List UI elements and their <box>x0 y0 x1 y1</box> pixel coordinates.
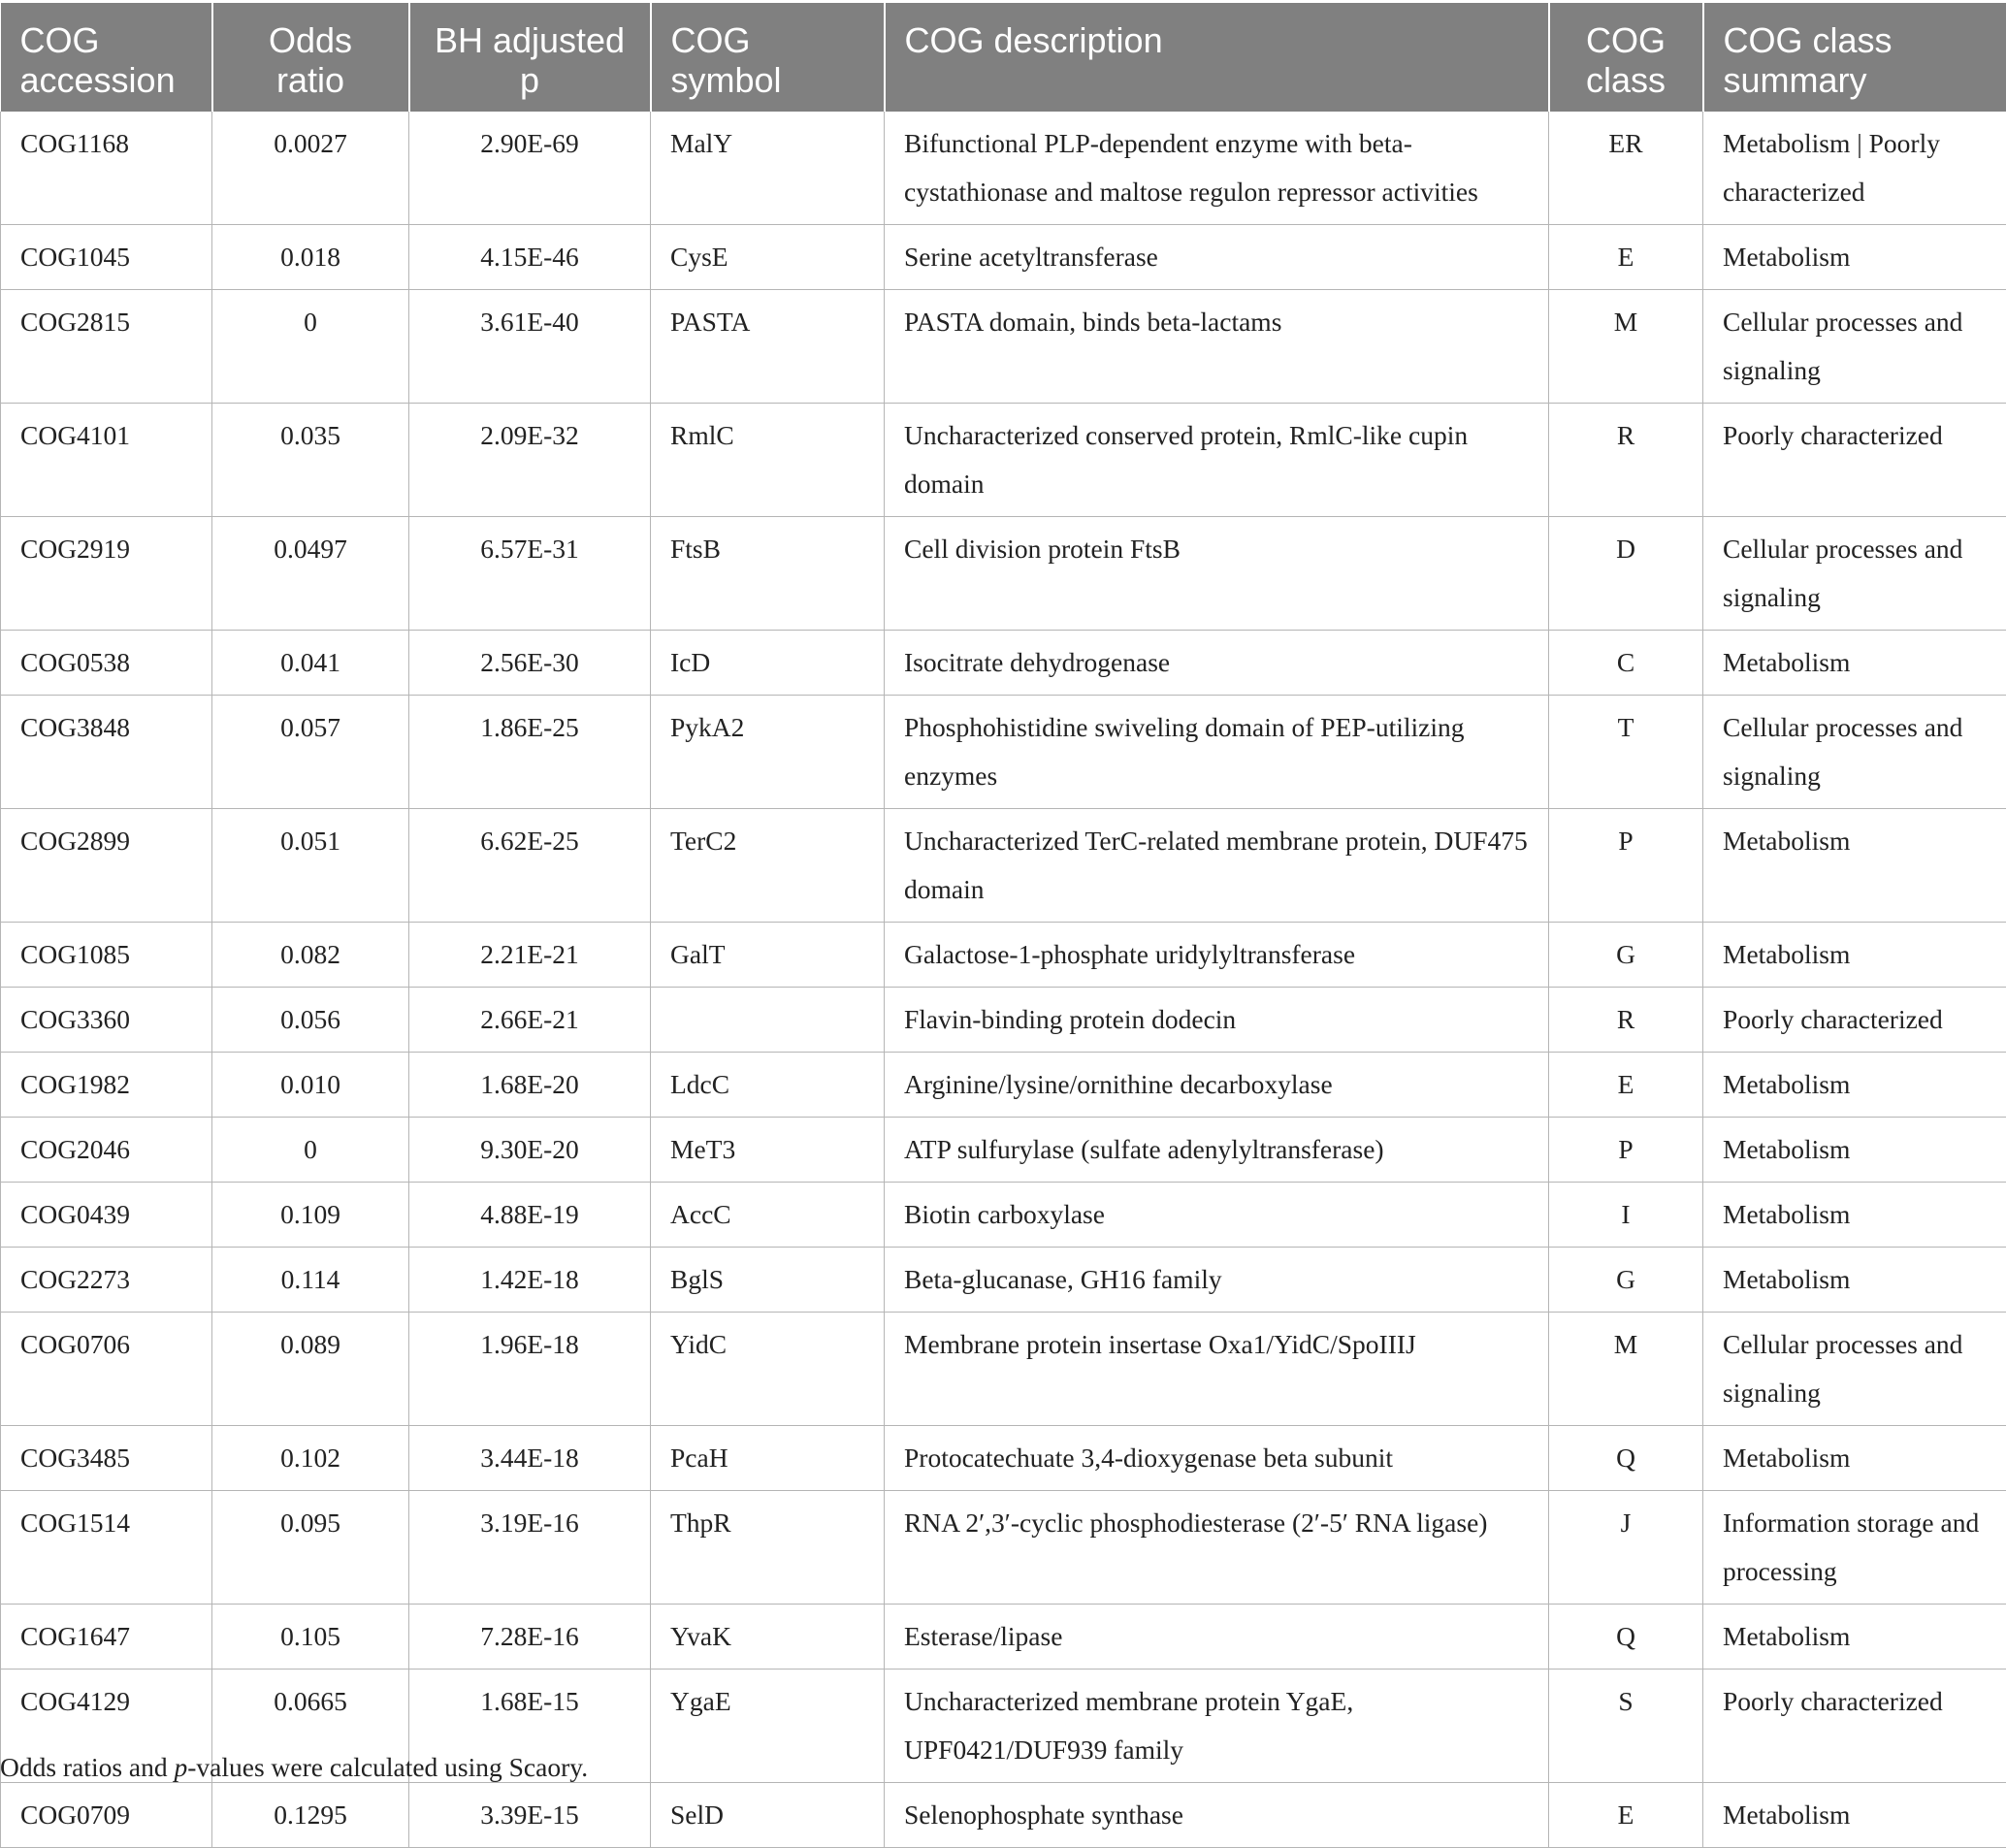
cell-cog-class-summary: Poorly characterized <box>1703 1670 2006 1783</box>
cell-cog-accession: COG0709 <box>1 1783 212 1848</box>
cell-bh-adjusted-p: 3.44E-18 <box>409 1426 651 1491</box>
cell-bh-adjusted-p: 6.62E-25 <box>409 809 651 923</box>
cell-cog-description: Selenophosphate synthase <box>885 1783 1549 1848</box>
cell-cog-class-summary: Metabolism <box>1703 631 2006 696</box>
cell-cog-symbol: IcD <box>651 631 885 696</box>
table-row <box>1 1053 2006 1118</box>
cell-cog-accession: COG1045 <box>1 225 212 290</box>
cell-cog-description: Uncharacterized conserved protein, RmlC-like cupin domain <box>885 404 1549 517</box>
table-row <box>1 1783 2006 1848</box>
cell-odds-ratio: 0.051 <box>212 809 409 923</box>
footnote-text-before: Odds ratios and <box>0 1752 175 1782</box>
cell-cog-symbol: PASTA <box>651 290 885 404</box>
cell-cog-class-summary: Metabolism <box>1703 1053 2006 1118</box>
cell-cog-accession: COG2046 <box>1 1118 212 1183</box>
header-cog-symbol: COG symbol <box>651 3 885 112</box>
cell-cog-class: C <box>1549 631 1703 696</box>
cell-cog-class: T <box>1549 696 1703 809</box>
cell-odds-ratio: 0.109 <box>212 1183 409 1248</box>
cell-cog-class: G <box>1549 923 1703 988</box>
cell-cog-class-summary: Metabolism <box>1703 1248 2006 1313</box>
cell-cog-class: S <box>1549 1670 1703 1783</box>
cell-odds-ratio: 0 <box>212 290 409 404</box>
cell-cog-class: I <box>1549 1183 1703 1248</box>
cog-table-container <box>0 3 2006 1848</box>
cell-bh-adjusted-p: 3.19E-16 <box>409 1491 651 1605</box>
cell-bh-adjusted-p: 1.42E-18 <box>409 1248 651 1313</box>
cell-cog-class: R <box>1549 988 1703 1053</box>
table-row <box>1 404 2006 517</box>
cell-bh-adjusted-p: 6.57E-31 <box>409 517 651 631</box>
cell-odds-ratio: 0.114 <box>212 1248 409 1313</box>
cell-cog-accession: COG0439 <box>1 1183 212 1248</box>
header-odds-ratio: Odds ratio <box>212 3 409 112</box>
cell-cog-description: Uncharacterized TerC-related membrane protein, DUF475 domain <box>885 809 1549 923</box>
cell-cog-class-summary: Poorly characterized <box>1703 404 2006 517</box>
table-row <box>1 1491 2006 1605</box>
cell-cog-class: E <box>1549 1783 1703 1848</box>
cell-cog-class-summary: Metabolism <box>1703 1183 2006 1248</box>
cell-cog-accession: COG1647 <box>1 1605 212 1670</box>
table-row <box>1 1118 2006 1183</box>
cell-cog-accession: COG1982 <box>1 1053 212 1118</box>
cell-cog-class-summary: Metabolism <box>1703 225 2006 290</box>
cell-cog-symbol: TerC2 <box>651 809 885 923</box>
cell-odds-ratio: 0.018 <box>212 225 409 290</box>
cell-cog-description: Flavin-binding protein dodecin <box>885 988 1549 1053</box>
cell-cog-accession: COG2815 <box>1 290 212 404</box>
cell-cog-symbol: BglS <box>651 1248 885 1313</box>
cell-odds-ratio: 0.010 <box>212 1053 409 1118</box>
header-row <box>1 3 2006 112</box>
footnote-text-after: -values were calculated using Scaory. <box>187 1752 588 1782</box>
cell-odds-ratio: 0.089 <box>212 1313 409 1426</box>
cell-cog-class-summary: Metabolism <box>1703 1118 2006 1183</box>
cell-cog-description: Cell division protein FtsB <box>885 517 1549 631</box>
cell-bh-adjusted-p: 1.68E-15 <box>409 1670 651 1783</box>
table-row <box>1 1248 2006 1313</box>
cell-bh-adjusted-p: 2.66E-21 <box>409 988 651 1053</box>
cell-cog-class: G <box>1549 1248 1703 1313</box>
cell-cog-description: Galactose-1-phosphate uridylyltransferase <box>885 923 1549 988</box>
header-cog-class-summary: COG class summary <box>1703 3 2006 112</box>
cell-cog-symbol <box>651 988 885 1053</box>
cell-odds-ratio: 0.105 <box>212 1605 409 1670</box>
table-row <box>1 112 2006 225</box>
cell-cog-symbol: RmlC <box>651 404 885 517</box>
table-row <box>1 290 2006 404</box>
cell-cog-accession: COG1168 <box>1 112 212 225</box>
cell-cog-accession: COG4129 <box>1 1670 212 1783</box>
cell-odds-ratio: 0.041 <box>212 631 409 696</box>
cell-odds-ratio: 0.102 <box>212 1426 409 1491</box>
table-row <box>1 1313 2006 1426</box>
cell-cog-description: Bifunctional PLP-dependent enzyme with beta-cystathionase and maltose regulon repressor activities <box>885 112 1549 225</box>
cell-cog-class: E <box>1549 225 1703 290</box>
cell-cog-symbol: ThpR <box>651 1491 885 1605</box>
header-cog-accession: COG accession <box>1 3 212 112</box>
cell-odds-ratio: 0.057 <box>212 696 409 809</box>
cell-cog-accession: COG2899 <box>1 809 212 923</box>
cell-odds-ratio: 0.056 <box>212 988 409 1053</box>
cell-bh-adjusted-p: 2.56E-30 <box>409 631 651 696</box>
table-row <box>1 1183 2006 1248</box>
cell-odds-ratio: 0.1295 <box>212 1783 409 1848</box>
cell-bh-adjusted-p: 1.96E-18 <box>409 1313 651 1426</box>
cell-cog-class: J <box>1549 1491 1703 1605</box>
cell-cog-accession: COG1514 <box>1 1491 212 1605</box>
cell-cog-symbol: PykA2 <box>651 696 885 809</box>
cell-cog-symbol: CysE <box>651 225 885 290</box>
cell-cog-symbol: YvaK <box>651 1605 885 1670</box>
cell-cog-description: Protocatechuate 3,4-dioxygenase beta subunit <box>885 1426 1549 1491</box>
cell-cog-accession: COG3848 <box>1 696 212 809</box>
table-row <box>1 517 2006 631</box>
cell-cog-symbol: FtsB <box>651 517 885 631</box>
cell-cog-description: Isocitrate dehydrogenase <box>885 631 1549 696</box>
cell-cog-class-summary: Metabolism <box>1703 809 2006 923</box>
table-row <box>1 631 2006 696</box>
table-row <box>1 923 2006 988</box>
cell-bh-adjusted-p: 7.28E-16 <box>409 1605 651 1670</box>
cell-cog-class: E <box>1549 1053 1703 1118</box>
header-cog-description: COG description <box>885 3 1549 112</box>
table-body <box>1 112 2006 1848</box>
cell-cog-symbol: MalY <box>651 112 885 225</box>
cell-cog-class-summary: Metabolism | Poorly characterized <box>1703 112 2006 225</box>
cell-odds-ratio: 0.095 <box>212 1491 409 1605</box>
cell-bh-adjusted-p: 1.86E-25 <box>409 696 651 809</box>
cell-cog-description: Serine acetyltransferase <box>885 225 1549 290</box>
cell-cog-symbol: LdcC <box>651 1053 885 1118</box>
cell-cog-description: Esterase/lipase <box>885 1605 1549 1670</box>
cell-bh-adjusted-p: 2.09E-32 <box>409 404 651 517</box>
table-row <box>1 1426 2006 1491</box>
footnote-p-italic: p <box>175 1752 188 1782</box>
cell-cog-class: R <box>1549 404 1703 517</box>
cell-cog-description: Membrane protein insertase Oxa1/YidC/SpoIIIJ <box>885 1313 1549 1426</box>
cell-cog-class-summary: Metabolism <box>1703 1426 2006 1491</box>
cell-cog-description: PASTA domain, binds beta-lactams <box>885 290 1549 404</box>
cell-cog-accession: COG4101 <box>1 404 212 517</box>
table-row <box>1 988 2006 1053</box>
cell-cog-class: Q <box>1549 1605 1703 1670</box>
cell-bh-adjusted-p: 4.15E-46 <box>409 225 651 290</box>
cell-cog-symbol: YidC <box>651 1313 885 1426</box>
cell-cog-class: M <box>1549 1313 1703 1426</box>
table-header <box>1 3 2006 112</box>
table-footnote <box>0 1751 588 1784</box>
cell-bh-adjusted-p: 3.61E-40 <box>409 290 651 404</box>
cell-cog-description: Arginine/lysine/ornithine decarboxylase <box>885 1053 1549 1118</box>
cell-cog-symbol: MeT3 <box>651 1118 885 1183</box>
cell-cog-class: P <box>1549 809 1703 923</box>
cell-cog-accession: COG0538 <box>1 631 212 696</box>
table-row <box>1 225 2006 290</box>
cell-cog-description: Phosphohistidine swiveling domain of PEP-utilizing enzymes <box>885 696 1549 809</box>
cell-odds-ratio: 0.0665 <box>212 1670 409 1783</box>
cog-enrichment-table <box>0 3 2006 1848</box>
cell-cog-symbol: YgaE <box>651 1670 885 1783</box>
cell-cog-class-summary: Cellular processes and signaling <box>1703 696 2006 809</box>
cell-cog-description: ATP sulfurylase (sulfate adenylyltransferase) <box>885 1118 1549 1183</box>
cell-cog-class-summary: Poorly characterized <box>1703 988 2006 1053</box>
cell-cog-class: P <box>1549 1118 1703 1183</box>
cell-bh-adjusted-p: 1.68E-20 <box>409 1053 651 1118</box>
header-cog-class: COG class <box>1549 3 1703 112</box>
table-row <box>1 1605 2006 1670</box>
cell-cog-class-summary: Cellular processes and signaling <box>1703 290 2006 404</box>
cell-cog-class: Q <box>1549 1426 1703 1491</box>
cell-odds-ratio: 0.0027 <box>212 112 409 225</box>
cell-cog-description: RNA 2′,3′-cyclic phosphodiesterase (2′-5′ RNA ligase) <box>885 1491 1549 1605</box>
cell-cog-class: D <box>1549 517 1703 631</box>
cell-cog-class: M <box>1549 290 1703 404</box>
table-row <box>1 696 2006 809</box>
cell-cog-symbol: SelD <box>651 1783 885 1848</box>
cell-cog-symbol: PcaH <box>651 1426 885 1491</box>
cell-cog-class-summary: Metabolism <box>1703 923 2006 988</box>
cell-cog-accession: COG0706 <box>1 1313 212 1426</box>
cell-cog-accession: COG3360 <box>1 988 212 1053</box>
cell-cog-description: Beta-glucanase, GH16 family <box>885 1248 1549 1313</box>
cell-odds-ratio: 0.0497 <box>212 517 409 631</box>
cell-cog-description: Biotin carboxylase <box>885 1183 1549 1248</box>
cell-cog-symbol: GalT <box>651 923 885 988</box>
table-row <box>1 809 2006 923</box>
cell-cog-symbol: AccC <box>651 1183 885 1248</box>
cell-bh-adjusted-p: 3.39E-15 <box>409 1783 651 1848</box>
cell-odds-ratio: 0.035 <box>212 404 409 517</box>
cell-cog-class-summary: Metabolism <box>1703 1783 2006 1848</box>
cell-cog-class-summary: Cellular processes and signaling <box>1703 517 2006 631</box>
cell-bh-adjusted-p: 2.21E-21 <box>409 923 651 988</box>
cell-cog-accession: COG3485 <box>1 1426 212 1491</box>
cell-odds-ratio: 0 <box>212 1118 409 1183</box>
header-bh-adjusted-p: BH adjusted p <box>409 3 651 112</box>
cell-bh-adjusted-p: 2.90E-69 <box>409 112 651 225</box>
cell-cog-accession: COG1085 <box>1 923 212 988</box>
cell-cog-accession: COG2273 <box>1 1248 212 1313</box>
cell-bh-adjusted-p: 4.88E-19 <box>409 1183 651 1248</box>
cell-cog-class-summary: Cellular processes and signaling <box>1703 1313 2006 1426</box>
cell-cog-accession: COG2919 <box>1 517 212 631</box>
cell-cog-class: ER <box>1549 112 1703 225</box>
cell-odds-ratio: 0.082 <box>212 923 409 988</box>
cell-cog-class-summary: Information storage and processing <box>1703 1491 2006 1605</box>
cell-cog-class-summary: Metabolism <box>1703 1605 2006 1670</box>
cell-bh-adjusted-p: 9.30E-20 <box>409 1118 651 1183</box>
cell-cog-description: Uncharacterized membrane protein YgaE, UPF0421/DUF939 family <box>885 1670 1549 1783</box>
